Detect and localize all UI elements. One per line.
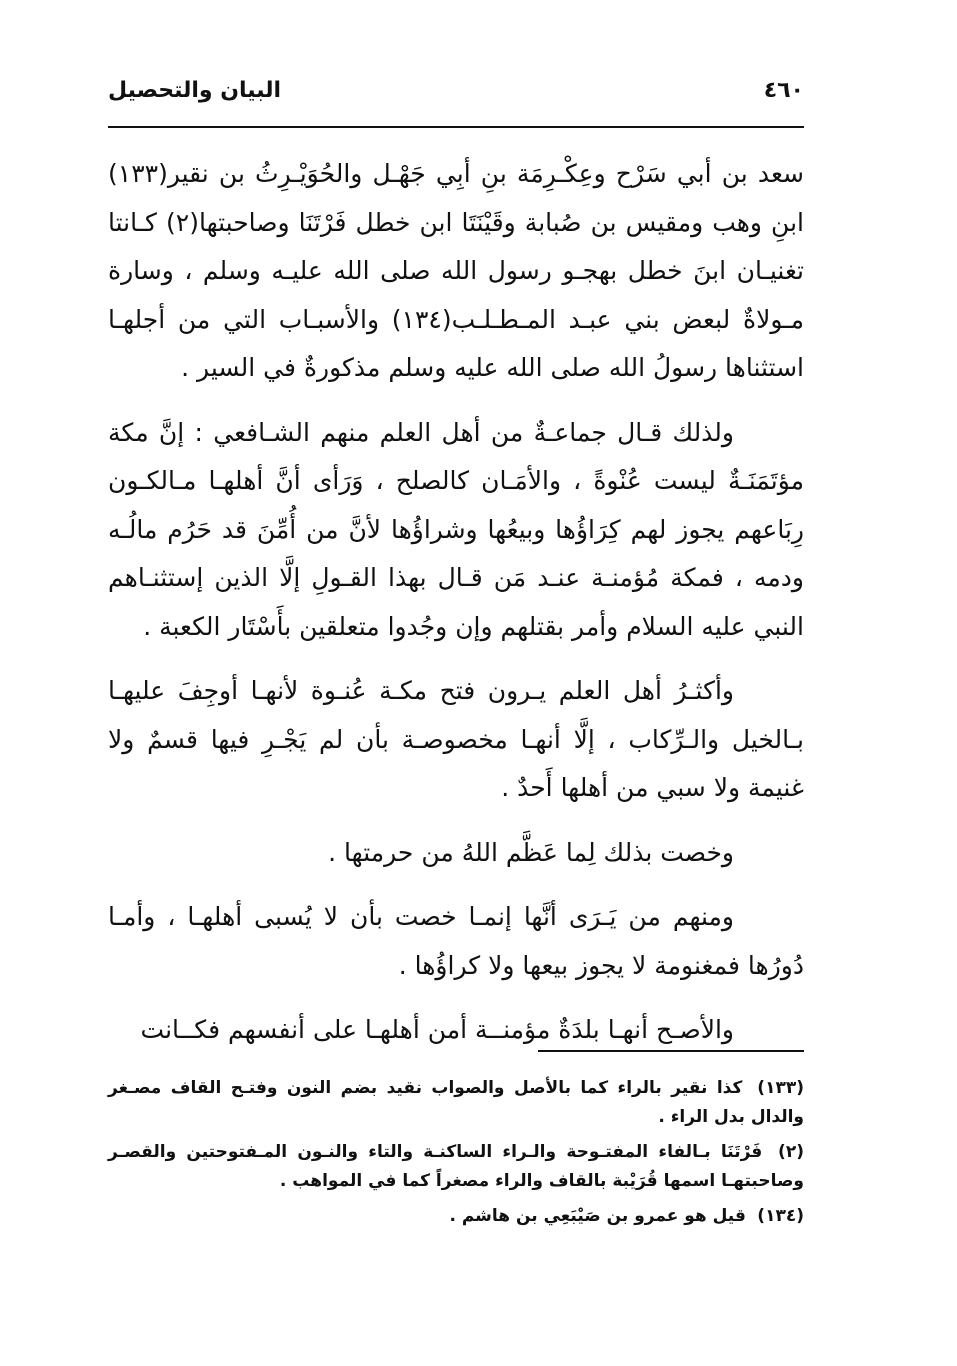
- footnote-text: كذا نقير بالراء كما بالأصل والصواب نقيد بضم النون وفتـح القاف مصـغر والدال بدل الراء .: [108, 1078, 804, 1127]
- header-divider: [108, 126, 804, 128]
- footnote-134: [108, 1202, 804, 1231]
- footnotes: [108, 1074, 804, 1237]
- page-number: ٤٦٠: [763, 78, 804, 103]
- footnote-number: (١٣٣): [757, 1078, 804, 1098]
- footnote-number: (٢): [778, 1142, 804, 1162]
- running-header: [108, 78, 804, 118]
- footnote-divider: [538, 1050, 804, 1052]
- footnote-text: فَرْتَنَا بـالفاء المفتـوحة والـراء الساكنـة والتاء والنـون المـفتوحتين والقصـر وصاحبتهـا اسمها قُرَيْبة بالقاف والراء مصغراً كما في المواهب .: [108, 1142, 804, 1191]
- book-title: البيان والتحصيل: [108, 78, 282, 103]
- paragraph-6: والأصـح أنهـا بلدَةٌ مؤمنــة أمن أهلهـا على أنفسهم فكــانت: [140, 1015, 734, 1044]
- footnote-133: [108, 1074, 804, 1132]
- paragraph-3: وأكثـرُ أهل العلم يـرون فتح مكـة عُنـوة لأنهـا أوجِفَ عليهـا بـالخيل والـرِّكاب ، إلَّا أنهـا مخصوصـة بأن لم يَجْـرِ فيها قسمٌ ولا غنيمة ولا سبي من أهلها أَحدٌ .: [108, 676, 804, 802]
- paragraph-1: سعد بن أبي سَرْح وعِكْـرِمَة بنِ أبِي جَهْـل والحُوَيْـرِثُ بن نقير(١٣٣) ابنِ وهب ومقيس بن صُبابة وقَيْنَتَا ابن خطل فَرْتَنَا وصاحبتها(٢) كـانتا تغنيـان ابنَ خطل بهجـو رسول الله صلى الله عليـه وسلم ، وسارة مـولاةٌ لبعض بني عبـد المـطـلـب(١٣٤) والأسبـاب التي من أجلهـا استثناها رسولُ الله صلى الله عليه وسلم مذكورةٌ في السير .: [108, 159, 804, 382]
- main-text: [108, 150, 804, 1071]
- footnote-number: (١٣٤): [757, 1206, 804, 1226]
- paragraph-2: ولذلك قـال جماعـةٌ من أهل العلم منهم الشـافعي : إنَّ مكة مؤتَمَنَـةٌ ليست عُنْوةً ، والأمَـان كالصلح ، وَرَأى أنَّ أهلهـا مـالكـون رِبَاعهم يجوز لهم كِرَاؤُها وبيعُها وشراؤُها لأنَّ من أُمِّنَ قد حَرُم مالُـه ودمه ، فمكة مُؤمنـة عنـد مَن قـال بهذا القـولِ إلَّا الذين إستثنـاهم النبي عليه السلام وأمر بقتلهم وإن وجُدوا متعلقين بأَسْتَار الكعبة .: [108, 417, 804, 641]
- paragraph-4: وخصت بذلك لِما عَظَّم اللهُ من حرمتها .: [328, 837, 734, 867]
- paragraph-5: ومنهم من يَـرَى أنَّها إنمـا خصت بأن لا يُسبى أهلهـا ، وأمـا دُورُها فمغنومة لا يجوز بيعها ولا كراؤُها .: [108, 902, 804, 980]
- footnote-2: [108, 1138, 804, 1196]
- footnote-text: قيل هو عمرو بن صَيْبَعِي بن هاشم .: [449, 1206, 746, 1226]
